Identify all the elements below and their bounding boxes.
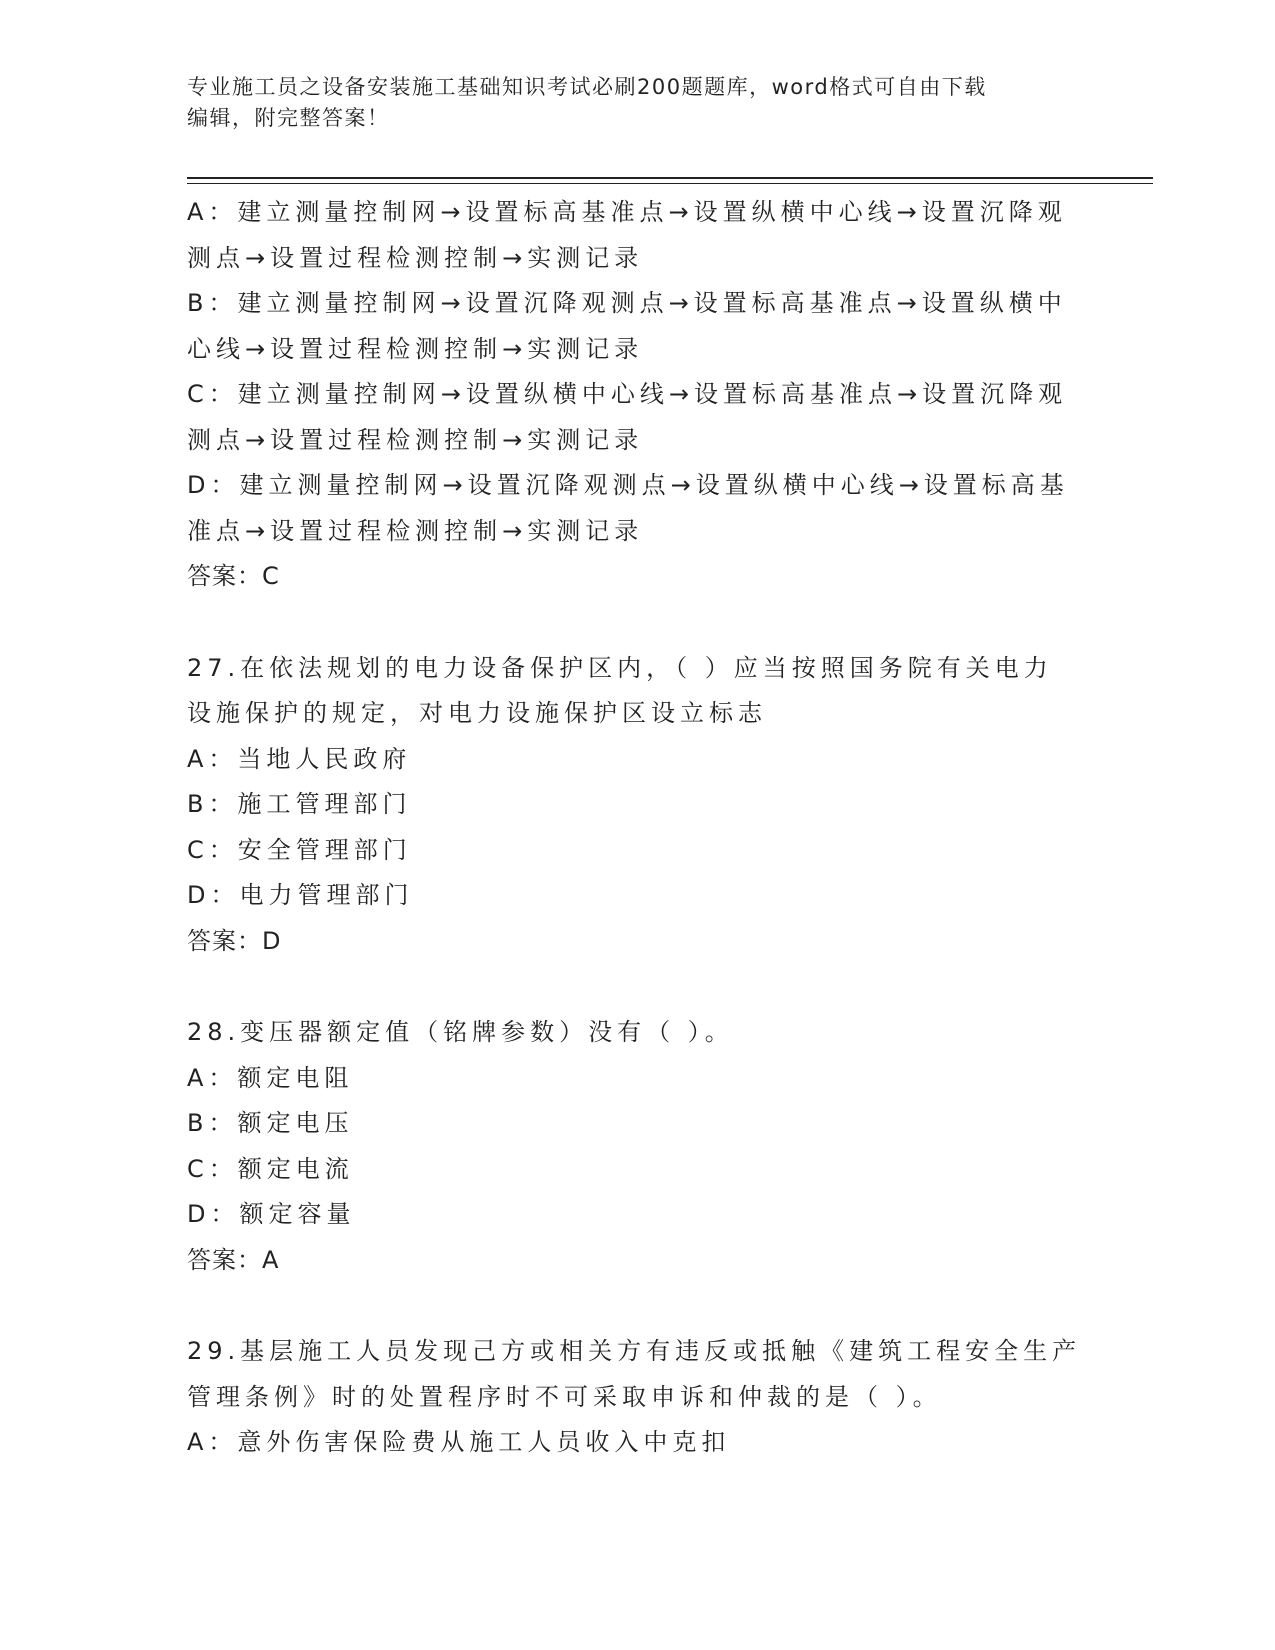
q26-option-b-line-2: 心线→设置过程检测控制→实测记录 — [187, 334, 644, 363]
q26-option-a-line-2: 测点→设置过程检测控制→实测记录 — [187, 243, 644, 272]
q26-option-c-line-1: C：建立测量控制网→设置纵横中心线→设置标高基准点→设置沉降观 — [187, 380, 1068, 408]
q28-stem: 28.变压器额定值（铭牌参数）没有（ ）。 — [187, 1018, 734, 1046]
spacer — [187, 600, 1087, 646]
question-27 — [187, 646, 1087, 965]
q29-stem-line-2: 管理条例》时的处置程序时不可采取申诉和仲裁的是（ ）。 — [187, 1382, 942, 1411]
q27-option-a: A：当地人民政府 — [187, 744, 412, 773]
document-header — [187, 72, 1067, 134]
q26-option-b-line-1: B：建立测量控制网→设置沉降观测点→设置标高基准点→设置纵横中 — [187, 289, 1067, 317]
q28-option-a: A：额定电阻 — [187, 1063, 354, 1092]
q26-option-d-line-2: 准点→设置过程检测控制→实测记录 — [187, 516, 644, 545]
q27-stem-line-1: 27.在依法规划的电力设备保护区内，（ ）应当按照国务院有关电力 — [187, 653, 1053, 682]
q28-option-b: B：额定电压 — [187, 1109, 354, 1137]
q26-option-d-line-1: D：建立测量控制网→设置沉降观测点→设置纵横中心线→设置标高基 — [187, 471, 1069, 499]
spacer — [187, 1283, 1087, 1329]
header-divider-thin — [187, 183, 1153, 184]
q27-option-d: D：电力管理部门 — [187, 881, 414, 909]
q26-option-c-line-2: 测点→设置过程检测控制→实测记录 — [187, 425, 644, 454]
q28-option-c: C：额定电流 — [187, 1154, 354, 1183]
q29-option-a: A：意外伤害保险费从施工人员收入中克扣 — [187, 1428, 731, 1456]
q27-stem-line-2: 设施保护的规定，对电力设施保护区设立标志 — [187, 699, 767, 727]
spacer — [187, 964, 1087, 1010]
q29-stem-line-1: 29.基层施工人员发现己方或相关方有违反或抵触《建筑工程安全生产 — [187, 1337, 1082, 1365]
header-divider-thick — [187, 177, 1153, 179]
question-content — [187, 190, 1087, 1466]
q28-option-d: D：额定容量 — [187, 1200, 356, 1228]
q26-answer: 答案：C — [187, 562, 280, 590]
q26-option-a-line-1: A：建立测量控制网→设置标高基准点→设置纵横中心线→设置沉降观 — [187, 198, 1067, 226]
header-line-1: 专业施工员之设备安装施工基础知识考试必刷200题题库，word格式可自由下载 — [187, 75, 987, 99]
header-line-2: 编辑，附完整答案！ — [187, 106, 390, 130]
question-29 — [187, 1329, 1087, 1466]
question-28 — [187, 1010, 1087, 1283]
q27-answer: 答案：D — [187, 926, 282, 955]
q28-answer: 答案：A — [187, 1245, 280, 1274]
q27-option-b: B：施工管理部门 — [187, 790, 412, 818]
q27-option-c: C：安全管理部门 — [187, 835, 412, 864]
question-26 — [187, 190, 1087, 600]
